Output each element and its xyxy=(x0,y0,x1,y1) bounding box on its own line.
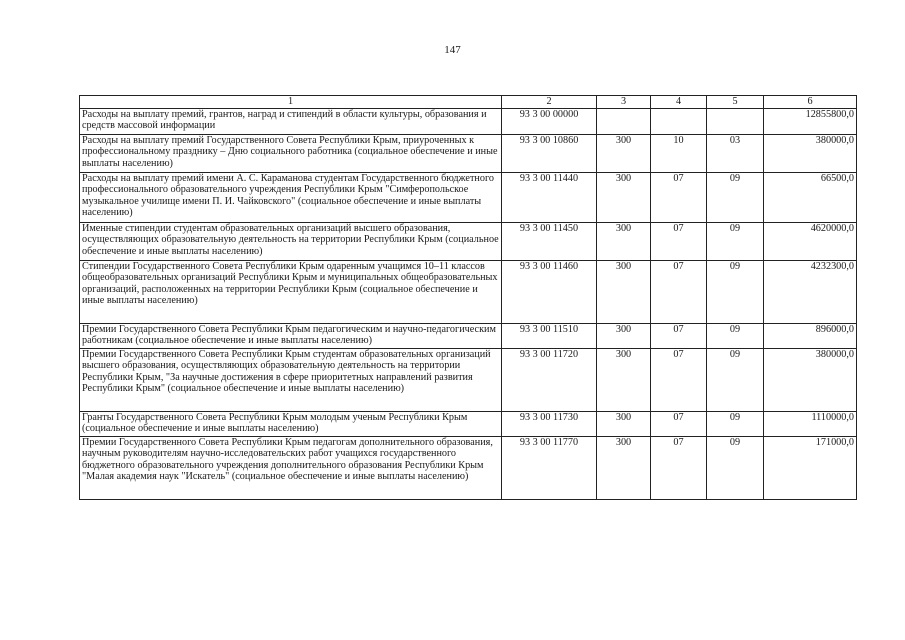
row-description: Расходы на выплату премий Государственного Совета Республики Крым, приуроченных к профессиональному празднику – Дню социального работника (социальное обеспечение и иные выплаты населению) xyxy=(80,135,502,173)
row-expense-type: 300 xyxy=(597,349,651,412)
row-amount: 12855800,0 xyxy=(764,109,857,135)
row-section: 07 xyxy=(651,412,707,437)
row-subsection: 09 xyxy=(707,223,764,261)
row-code: 93 3 00 11450 xyxy=(502,223,597,261)
row-subsection: 03 xyxy=(707,135,764,173)
budget-table xyxy=(79,95,857,500)
column-header-2: 2 xyxy=(502,96,597,109)
row-code: 93 3 00 10860 xyxy=(502,135,597,173)
row-expense-type: 300 xyxy=(597,437,651,500)
page-number: 147 xyxy=(444,44,461,56)
row-expense-type: 300 xyxy=(597,223,651,261)
row-code: 93 3 00 11510 xyxy=(502,324,597,349)
row-amount: 171000,0 xyxy=(764,437,857,500)
row-expense-type: 300 xyxy=(597,173,651,223)
row-section xyxy=(651,109,707,135)
row-amount: 380000,0 xyxy=(764,135,857,173)
row-subsection xyxy=(707,109,764,135)
row-description: Расходы на выплату премий имени А. С. Караманова студентам Государственного бюджетного профессионального образовательного учреждения Республики Крым "Симферопольское музыкальное училище имени П. И. Чайковского" (социальное обеспечение и иные выплаты населению) xyxy=(80,173,502,223)
row-description: Гранты Государственного Совета Республики Крым молодым ученым Республики Крым (социальное обеспечение и иные выплаты населению) xyxy=(80,412,502,437)
table-row xyxy=(80,109,857,135)
row-subsection: 09 xyxy=(707,437,764,500)
row-code: 93 3 00 11440 xyxy=(502,173,597,223)
row-section: 07 xyxy=(651,173,707,223)
row-section: 07 xyxy=(651,324,707,349)
column-header-4: 4 xyxy=(651,96,707,109)
row-amount: 4620000,0 xyxy=(764,223,857,261)
row-expense-type: 300 xyxy=(597,412,651,437)
row-description: Премии Государственного Совета Республики Крым студентам образовательных организаций высшего образования, осуществляющих образовательную деятельность на территории Республики Крым, "За научные достижения в сфере приоритетных направлений развития Республики Крым" (социальное обеспечение и иные выплаты населению) xyxy=(80,349,502,412)
row-description: Премии Государственного Совета Республики Крым педагогам дополнительного образования, научным руководителям научно-исследовательских работ учащихся государственного бюджетного образовательного учреждения дополнительного образования Республики Крым "Малая академия наук "Искатель" (социальное обеспечение и иные выплаты населению) xyxy=(80,437,502,500)
row-expense-type: 300 xyxy=(597,261,651,324)
row-description: Стипендии Государственного Совета Республики Крым одаренным учащимся 10–11 классов общеобразовательных организаций Республики Крым и муниципальных общеобразовательных организаций, расположенных на территории Республики Крым (социальное обеспечение и иные выплаты населению) xyxy=(80,261,502,324)
row-expense-type xyxy=(597,109,651,135)
table-row xyxy=(80,437,857,500)
row-description: Премии Государственного Совета Республики Крым педагогическим и научно-педагогическим работникам (социальное обеспечение и иные выплаты населению) xyxy=(80,324,502,349)
row-code: 93 3 00 11720 xyxy=(502,349,597,412)
column-header-1: 1 xyxy=(80,96,502,109)
row-section: 07 xyxy=(651,349,707,412)
table-row xyxy=(80,324,857,349)
row-section: 07 xyxy=(651,261,707,324)
table-header-row xyxy=(80,96,857,109)
row-description: Расходы на выплату премий, грантов, наград и стипендий в области культуры, образования и средств массовой информации xyxy=(80,109,502,135)
row-subsection: 09 xyxy=(707,173,764,223)
row-code: 93 3 00 11770 xyxy=(502,437,597,500)
column-header-3: 3 xyxy=(597,96,651,109)
table-row xyxy=(80,412,857,437)
row-code: 93 3 00 11730 xyxy=(502,412,597,437)
column-header-6: 6 xyxy=(764,96,857,109)
row-description: Именные стипендии студентам образовательных организаций высшего образования, осуществляющих образовательную деятельность на территории Республики Крым (социальное обеспечение и иные выплаты населению) xyxy=(80,223,502,261)
table-row xyxy=(80,173,857,223)
row-section: 07 xyxy=(651,437,707,500)
row-subsection: 09 xyxy=(707,412,764,437)
table-row xyxy=(80,261,857,324)
row-code: 93 3 00 11460 xyxy=(502,261,597,324)
row-code: 93 3 00 00000 xyxy=(502,109,597,135)
row-amount: 1110000,0 xyxy=(764,412,857,437)
row-subsection: 09 xyxy=(707,261,764,324)
row-subsection: 09 xyxy=(707,349,764,412)
table-row xyxy=(80,349,857,412)
row-amount: 896000,0 xyxy=(764,324,857,349)
row-subsection: 09 xyxy=(707,324,764,349)
row-expense-type: 300 xyxy=(597,135,651,173)
row-amount: 66500,0 xyxy=(764,173,857,223)
row-amount: 4232300,0 xyxy=(764,261,857,324)
row-section: 07 xyxy=(651,223,707,261)
row-section: 10 xyxy=(651,135,707,173)
table-row xyxy=(80,135,857,173)
column-header-5: 5 xyxy=(707,96,764,109)
table-row xyxy=(80,223,857,261)
row-expense-type: 300 xyxy=(597,324,651,349)
row-amount: 380000,0 xyxy=(764,349,857,412)
